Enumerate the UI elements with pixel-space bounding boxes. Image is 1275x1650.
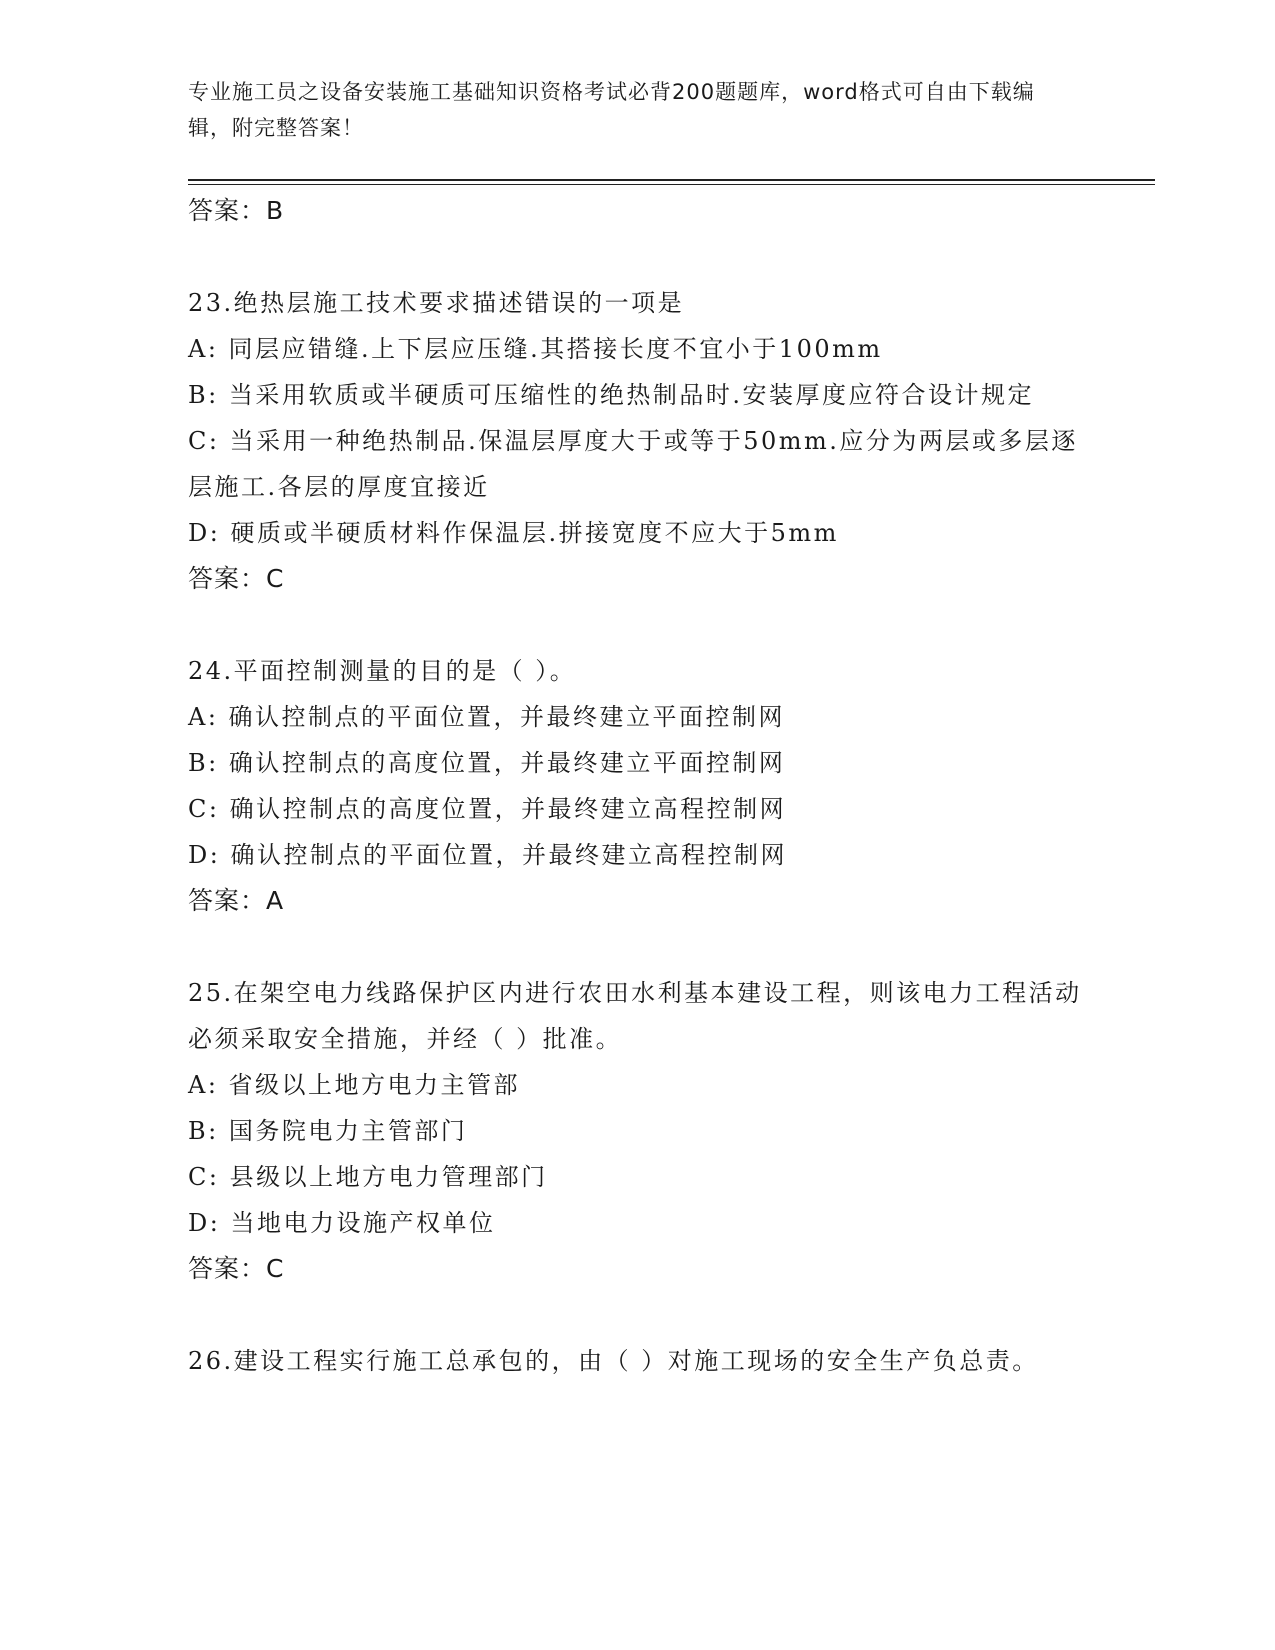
answer-24: 答案：A bbox=[188, 886, 285, 915]
spacer bbox=[188, 234, 1088, 280]
option-a: A: 省级以上地方电力主管部 bbox=[188, 1071, 521, 1099]
option-a: A: 同层应错缝.上下层应压缝.其搭接长度不宜小于100mm bbox=[188, 335, 883, 363]
question-26 bbox=[188, 1338, 1088, 1384]
spacer bbox=[188, 602, 1088, 648]
question-24 bbox=[188, 648, 1088, 924]
question-25 bbox=[188, 970, 1088, 1292]
option-d: D: 确认控制点的平面位置，并最终建立高程控制网 bbox=[188, 841, 787, 869]
question-stem: 25.在架空电力线路保护区内进行农田水利基本建设工程，则该电力工程活动必须采取安全措施，并经（ ）批准。 bbox=[188, 979, 1082, 1053]
answer-22: 答案：B bbox=[188, 196, 285, 225]
page-header bbox=[188, 74, 1078, 146]
header-divider bbox=[188, 179, 1155, 181]
question-stem: 23.绝热层施工技术要求描述错误的一项是 bbox=[188, 289, 685, 317]
option-c: C: 县级以上地方电力管理部门 bbox=[188, 1163, 548, 1191]
option-d: D: 硬质或半硬质材料作保温层.拼接宽度不应大于5mm bbox=[188, 519, 839, 547]
spacer bbox=[188, 1292, 1088, 1338]
question-stem: 26.建设工程实行施工总承包的，由（ ）对施工现场的安全生产负总责。 bbox=[188, 1347, 1039, 1375]
answer-23: 答案：C bbox=[188, 564, 285, 593]
option-c: C: 当采用一种绝热制品.保温层厚度大于或等于50mm.应分为两层或多层逐层施工.各层的厚度宜接近 bbox=[188, 427, 1078, 501]
option-c: C: 确认控制点的高度位置，并最终建立高程控制网 bbox=[188, 795, 787, 823]
option-a: A: 确认控制点的平面位置，并最终建立平面控制网 bbox=[188, 703, 786, 731]
question-stem: 24.平面控制测量的目的是（ ）。 bbox=[188, 657, 577, 685]
answer-25: 答案：C bbox=[188, 1254, 285, 1283]
document-body bbox=[188, 188, 1088, 1384]
option-b: B: 确认控制点的高度位置，并最终建立平面控制网 bbox=[188, 749, 786, 777]
header-divider-thin bbox=[188, 184, 1155, 185]
question-23 bbox=[188, 280, 1088, 602]
document-title: 专业施工员之设备安装施工基础知识资格考试必背200题题库，word格式可自由下载编辑，附完整答案！ bbox=[188, 80, 1035, 140]
option-d: D: 当地电力设施产权单位 bbox=[188, 1209, 496, 1237]
option-b: B: 国务院电力主管部门 bbox=[188, 1117, 468, 1145]
option-b: B: 当采用软质或半硬质可压缩性的绝热制品时.安装厚度应符合设计规定 bbox=[188, 381, 1034, 409]
spacer bbox=[188, 924, 1088, 970]
